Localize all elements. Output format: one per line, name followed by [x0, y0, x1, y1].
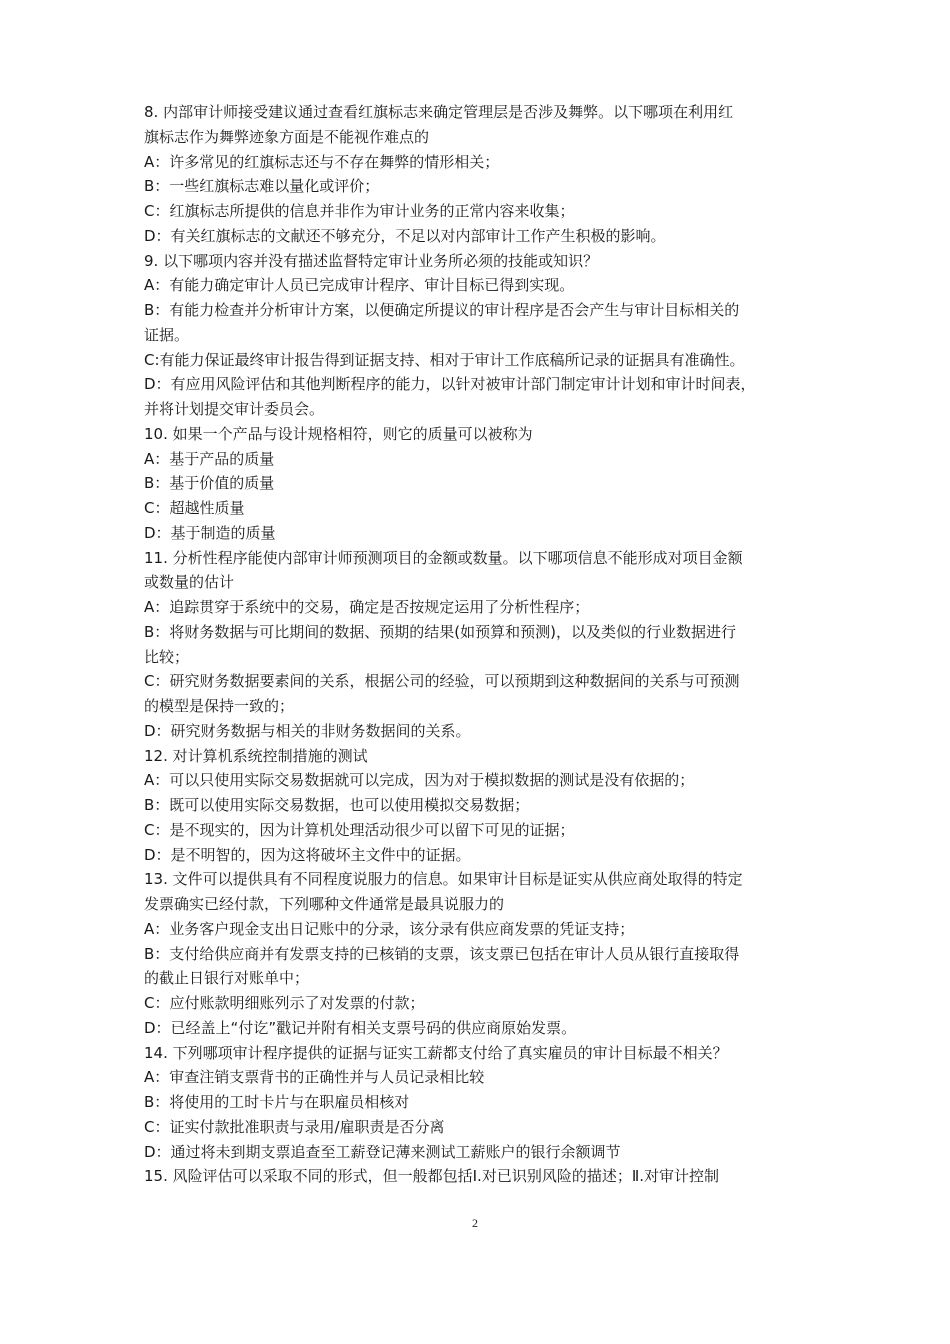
text-line: 的截止日银行对账单中；	[144, 969, 310, 988]
text-line: A：审查注销支票背书的正确性并与人员记录相比较	[144, 1068, 485, 1087]
text-line: B：既可以使用实际交易数据，也可以使用模拟交易数据；	[144, 796, 530, 814]
text-line: 13. 文件可以提供具有不同程度说服力的信息。如果审计目标是证实从供应商处取得的特定	[144, 870, 743, 889]
text-line: C：是不现实的，因为计算机处理活动很少可以留下可见的证据；	[144, 820, 575, 839]
text-line: 10. 如果一个产品与设计规格相符，则它的质量可以被称为	[144, 424, 533, 443]
text-line: B：将使用的工时卡片与在职雇员相核对	[144, 1093, 410, 1111]
text-line: B：一些红旗标志难以量化或评价；	[144, 177, 380, 196]
text-line: B：有能力检查并分析审计方案，以便确定所提议的审计程序是否会产生与审计目标相关的	[144, 301, 740, 319]
text-line: D：有关红旗标志的文献还不够充分，不足以对内部审计工作产生积极的影响。	[144, 226, 666, 245]
text-line: C：证实付款批准职责与录用/雇职责是否分离	[144, 1117, 445, 1136]
text-line: 证据。	[144, 325, 190, 344]
text-line: D：是不明智的，因为这将破坏主文件中的证据。	[144, 845, 471, 864]
text-line: C：超越性质量	[144, 499, 245, 517]
text-line: B：基于价值的质量	[144, 474, 275, 493]
text-line: D：有应用风险评估和其他判断程序的能力，以针对被审计部门制定审计计划和审计时间表，	[144, 375, 756, 394]
text-line: C：研究财务数据要素间的关系，根据公司的经验，可以预期到这种数据间的关系与可预测	[144, 672, 740, 691]
text-line: C:有能力保证最终审计报告得到证据支持、相对于审计工作底稿所记录的证据具有准确性。	[144, 350, 745, 369]
text-line: D：基于制造的质量	[144, 523, 276, 542]
text-line: A：有能力确定审计人员已完成审计程序、审计目标已得到实现。	[144, 276, 575, 295]
text-line: 的模型是保持一致的；	[144, 697, 295, 715]
text-line: 9. 以下哪项内容并没有描述监督特定审计业务所必须的技能或知识？	[144, 251, 599, 270]
text-line: 比较；	[144, 647, 190, 666]
text-line: A：追踪贯穿于系统中的交易，确定是否按规定运用了分析性程序；	[144, 598, 590, 616]
text-line: D：研究财务数据与相关的非财务数据间的关系。	[144, 721, 471, 740]
text-line: 发票确实已经付款，下列哪种文件通常是最具说服力的	[144, 895, 505, 913]
text-line: 或数量的估计	[144, 573, 235, 592]
text-line: 旗标志作为舞弊迹象方面是不能视作难点的	[144, 127, 430, 146]
text-line: A：业务客户现金支出日记账中的分录，该分录有供应商发票的凭证支持；	[144, 919, 635, 938]
text-line: A：基于产品的质量	[144, 449, 275, 468]
text-line: C：应付账款明细账列示了对发票的付款；	[144, 994, 425, 1012]
text-line: D：通过将未到期支票追查至工薪登记薄来测试工薪账户的银行余额调节	[144, 1142, 621, 1161]
text-line: B：支付给供应商并有发票支持的已核销的支票，该支票已包括在审计人员从银行直接取得	[144, 944, 740, 963]
text-line: A：许多常见的红旗标志还与不存在舞弊的情形相关；	[144, 152, 500, 171]
page-number: 2	[472, 1216, 478, 1230]
text-line: 14. 下列哪项审计程序提供的证据与证实工薪都支付给了真实雇员的审计目标最不相关？	[144, 1043, 728, 1062]
text-line: 15. 风险评估可以采取不同的形式，但一般都包括Ⅰ.对已识别风险的描述；Ⅱ.对审计控制	[144, 1167, 719, 1186]
text-line: A：可以只使用实际交易数据就可以完成，因为对于模拟数据的测试是没有依据的；	[144, 771, 695, 790]
text-line: 12. 对计算机系统控制措施的测试	[144, 746, 368, 765]
text-line: C：红旗标志所提供的信息并非作为审计业务的正常内容来收集；	[144, 202, 575, 220]
document-body	[144, 100, 812, 1189]
text-line: 11. 分析性程序能使内部审计师预测项目的金额或数量。以下哪项信息不能形成对项目金额	[144, 548, 743, 567]
text-line: 并将计划提交审计委员会。	[144, 400, 325, 418]
text-line: B：将财务数据与可比期间的数据、预期的结果(如预算和预测)，以及类似的行业数据进行	[144, 622, 736, 641]
text-line: D：已经盖上“付讫”戳记并附有相关支票号码的供应商原始发票。	[144, 1018, 577, 1037]
text-line: 8. 内部审计师接受建议通过查看红旗标志来确定管理层是否涉及舞弊。以下哪项在利用红	[144, 103, 734, 121]
